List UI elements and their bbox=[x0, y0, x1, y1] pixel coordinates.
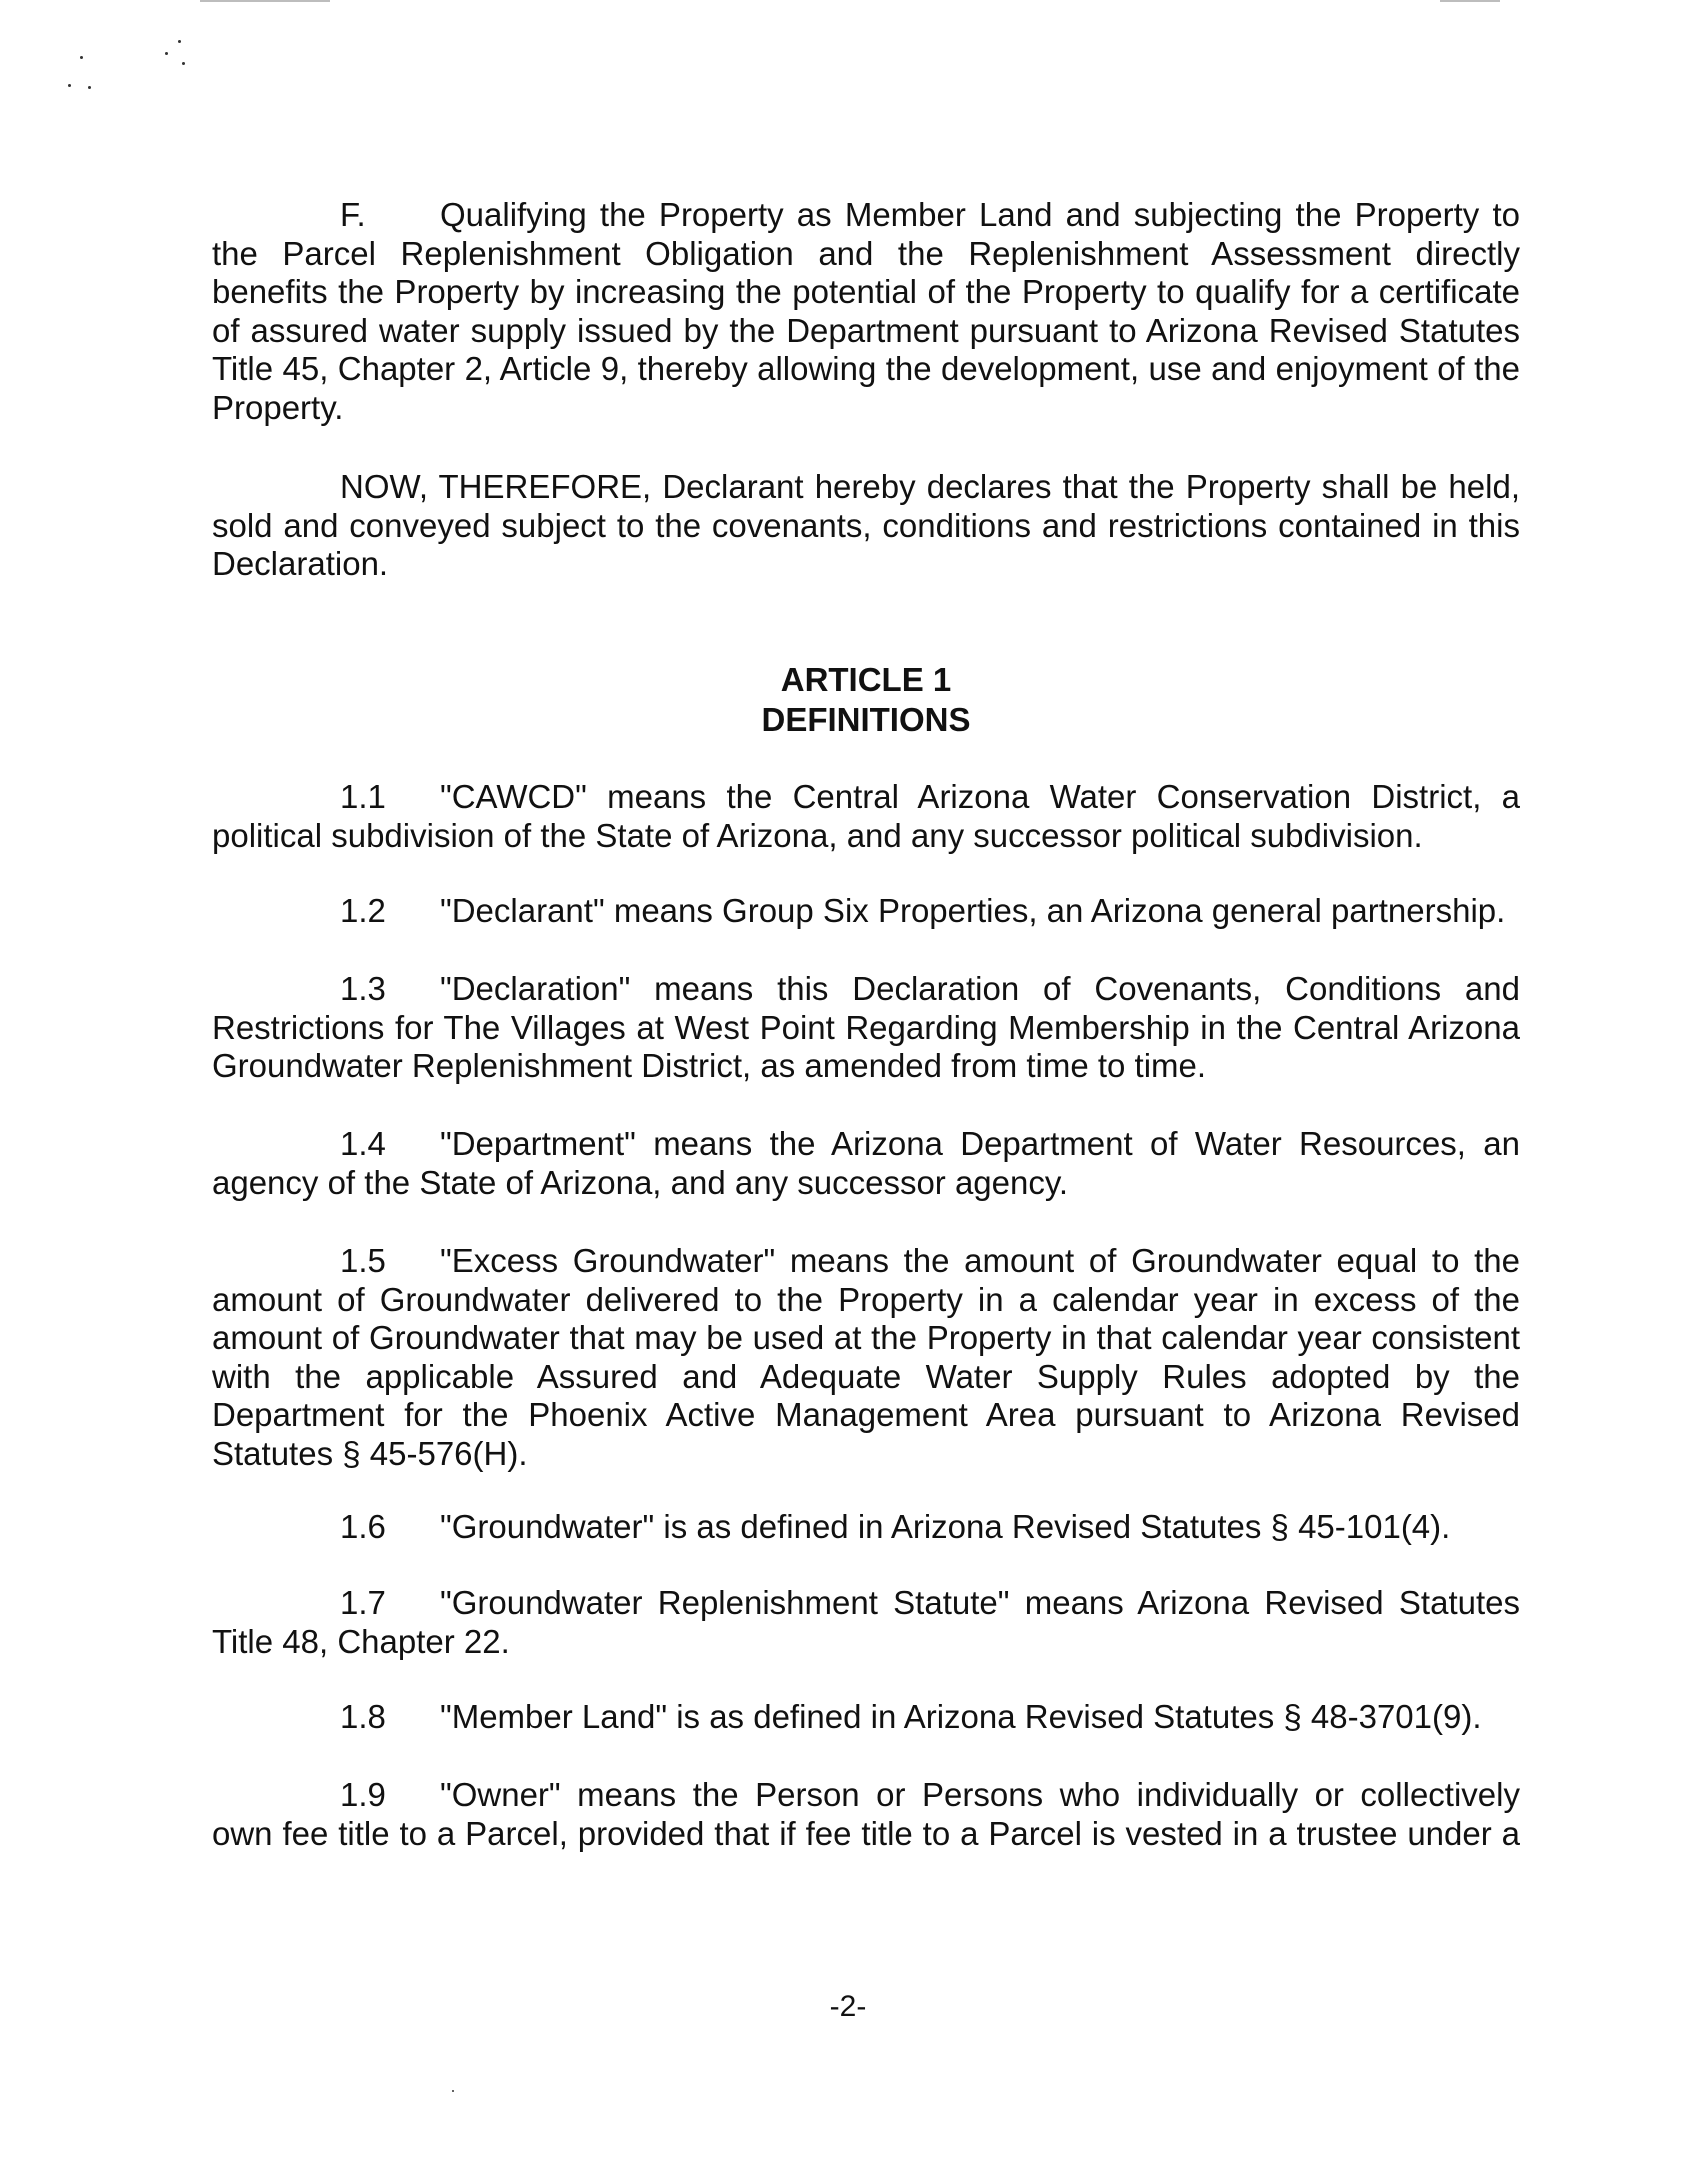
paragraph-text: Qualifying the Property as Member Land and subjecting the Property to the Parcel Replenishment Obligation and the Replenishment Assessment directly benefits the Property by increasing the potential of the Property to qualify for a certificate of assured water supply issued by the Department pursuant to Arizona Revised Statutes Title 45, Chapter 2, Article 9, thereby allowing the development, use and enjoyment of the Property. bbox=[212, 196, 1520, 426]
paragraph-text: NOW, THEREFORE, Declarant hereby declares that the Property shall be held, sold and conveyed subject to the covenants, conditions and restrictions contained in this Declaration. bbox=[212, 468, 1520, 582]
definition-number: 1.4 bbox=[340, 1125, 386, 1162]
scan-speck bbox=[178, 40, 181, 43]
definition-text: "Member Land" is as defined in Arizona Revised Statutes § 48-3701(9). bbox=[440, 1698, 1482, 1735]
now-therefore-paragraph bbox=[212, 468, 1520, 584]
definition-text: "Excess Groundwater" means the amount of Groundwater equal to the amount of Groundwater delivered to the Property in a calendar year in excess of the amount of Groundwater that may be used at the Property in that calendar year consistent with the applicable Assured and Adequate Water Supply Rules adopted by the Department for the Phoenix Active Management Area pursuant to Arizona Revised Statutes § 45-576(H). bbox=[212, 1242, 1520, 1472]
definition-number: 1.3 bbox=[340, 970, 386, 1007]
definition-text: "Owner" means the Person or Persons who individually or collectively own fee title to a Parcel, provided that if fee title to a Parcel is vested in a trustee under a bbox=[212, 1776, 1520, 1852]
scan-speck bbox=[452, 2090, 454, 2092]
scan-speck bbox=[80, 56, 83, 59]
scan-speck bbox=[182, 62, 185, 65]
definition-1-1 bbox=[212, 778, 1520, 855]
definition-number: 1.7 bbox=[340, 1584, 386, 1621]
scan-speck bbox=[165, 52, 168, 55]
scan-artifact bbox=[200, 0, 330, 2]
definition-text: "Department" means the Arizona Department of Water Resources, an agency of the State of Arizona, and any successor agency. bbox=[212, 1125, 1520, 1201]
page-number: -2- bbox=[829, 1990, 867, 2023]
definition-1-3 bbox=[212, 970, 1520, 1086]
article-subtitle: DEFINITIONS bbox=[761, 701, 971, 738]
definition-1-9 bbox=[212, 1776, 1520, 1853]
definition-1-2 bbox=[212, 892, 1520, 931]
article-title: ARTICLE 1 bbox=[780, 661, 952, 698]
definition-1-7 bbox=[212, 1584, 1520, 1661]
definition-1-6 bbox=[212, 1508, 1520, 1547]
scan-artifact bbox=[1440, 0, 1500, 2]
definition-1-4 bbox=[212, 1125, 1520, 1202]
definition-1-5 bbox=[212, 1242, 1520, 1473]
definition-text: "Declarant" means Group Six Properties, an Arizona general partnership. bbox=[440, 892, 1506, 929]
definition-number: 1.2 bbox=[340, 892, 386, 929]
scan-speck bbox=[68, 84, 71, 87]
definition-1-8 bbox=[212, 1698, 1520, 1737]
definition-number: 1.6 bbox=[340, 1508, 386, 1545]
definition-number: 1.9 bbox=[340, 1776, 386, 1813]
scan-speck bbox=[88, 86, 91, 89]
definition-number: 1.1 bbox=[340, 778, 386, 815]
article-heading bbox=[212, 660, 1520, 740]
definition-number: 1.5 bbox=[340, 1242, 386, 1279]
definition-text: "Groundwater Replenishment Statute" means Arizona Revised Statutes Title 48, Chapter 22. bbox=[212, 1584, 1520, 1660]
paragraph-label: F. bbox=[340, 196, 366, 233]
definition-text: "CAWCD" means the Central Arizona Water Conservation District, a political subdivision of the State of Arizona, and any successor political subdivision. bbox=[212, 778, 1520, 854]
definition-text: "Declaration" means this Declaration of Covenants, Conditions and Restrictions for The Villages at West Point Regarding Membership in the Central Arizona Groundwater Replenishment District, as amended from time to time. bbox=[212, 970, 1520, 1084]
definition-text: "Groundwater" is as defined in Arizona Revised Statutes § 45-101(4). bbox=[440, 1508, 1451, 1545]
paragraph-f bbox=[212, 196, 1520, 427]
definition-number: 1.8 bbox=[340, 1698, 386, 1735]
